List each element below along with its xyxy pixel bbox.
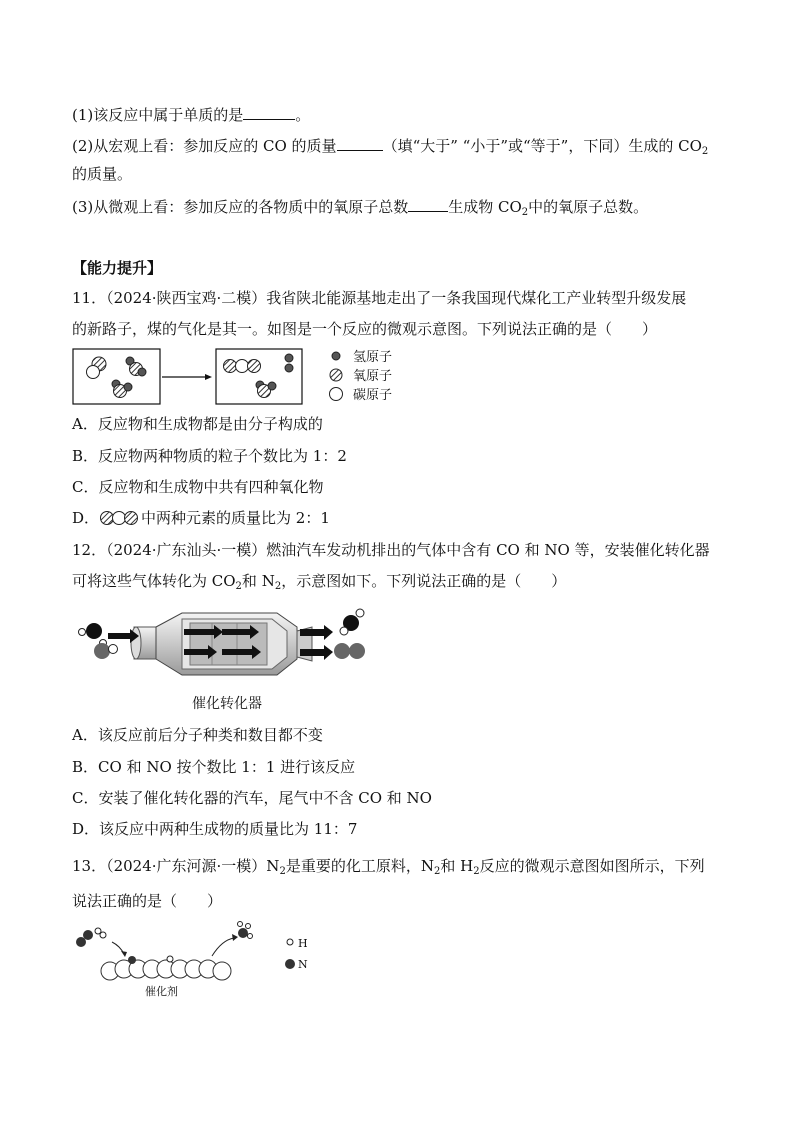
q-part1-line2-cont: 的质量。 — [72, 165, 133, 183]
nitrogen-atom-icon — [285, 959, 295, 969]
q11-option-b[interactable]: B．反应物两种物质的粒子个数比为 1：2 — [72, 447, 347, 465]
legend-hydrogen: 氢原子 — [353, 350, 393, 365]
q11-option-a[interactable]: A．反应物和生成物都是由分子构成的 — [72, 415, 323, 433]
q12-option-a[interactable]: A．该反应前后分子种类和数目都不变 — [72, 726, 323, 744]
q13-stem-line1: 13．（2024·广东河源·一模）$N_2$是重要的化工原料，$N_2$和 $H_2$反应的微观示意图如图所示，下列 — [72, 857, 705, 877]
hydrogen-atom-icon — [287, 939, 293, 945]
section-title: 【能力提升】 — [72, 259, 163, 277]
legend-oxygen: 氧原子 — [353, 369, 393, 384]
q12-stem-line1: 12．（2024·广东汕头·一模）燃油汽车发动机排出的气体中含有 CO 和 NO 等，安装催化转化器 — [72, 541, 710, 559]
answer-blank[interactable] — [243, 103, 295, 120]
oxygen-atom-icon — [330, 369, 342, 381]
co2-molecule-icon — [99, 510, 141, 526]
q-part1-line3: (3)从微观上看：参加反应的各物质中的氧原子总数 生成物 $CO_2$中的氧原子总数。 — [72, 195, 648, 217]
q11-option-d[interactable]: D． 中两种元素的质量比为 2：1 — [72, 509, 330, 527]
carbon-atom-icon — [330, 388, 343, 401]
q12-option-d[interactable]: D．该反应中两种生成物的质量比为 11：7 — [72, 820, 358, 838]
reactant-molecules — [87, 357, 147, 398]
q12-figure-caption: 催化转化器 — [192, 696, 262, 712]
answer-blank[interactable] — [337, 134, 383, 151]
q12-option-b[interactable]: B．CO 和 NO 按个数比 1：1 进行该反应 — [72, 758, 356, 776]
q11-option-c[interactable]: C．反应物和生成物中共有四种氧化物 — [72, 478, 324, 496]
q11-stem-line1: 11．（2024·陕西宝鸡·二模）我省陕北能源基地走出了一条我国现代煤化工产业转型升级发展 — [72, 289, 687, 307]
q-part1-line2: (2)从宏观上看：参加反应的 CO 的质量 （填“大于” “小于”或“等于”，下同）生成的 $CO_2$ — [72, 134, 708, 156]
q12-option-c[interactable]: C．安装了催化转化器的汽车，尾气中不含 CO 和 NO — [72, 789, 432, 807]
q-part1-line1: (1)该反应中属于单质的是 。 — [72, 103, 310, 125]
product-molecules — [224, 354, 294, 398]
answer-blank[interactable] — [408, 195, 448, 212]
catalytic-converter-diagram — [72, 605, 372, 690]
q11-stem-line2: 的新路子，煤的气化是其一。如图是一个反应的微观示意图。下列说法正确的是（ ） — [72, 320, 658, 338]
hydrogen-atom-icon — [332, 352, 340, 360]
legend-h: H — [298, 937, 308, 950]
legend-n: N — [298, 958, 308, 971]
q13-stem-line2: 说法正确的是（ ） — [72, 892, 223, 910]
q13-figure-caption: 催化剂 — [145, 985, 178, 998]
legend-carbon: 碳原子 — [353, 388, 393, 403]
q12-stem-line2: 可将这些气体转化为 $CO_2$和 $N_2$，示意图如下。下列说法正确的是（ ） — [72, 572, 567, 592]
q11-legend — [330, 352, 343, 401]
catalyst-reaction-diagram — [72, 922, 322, 992]
